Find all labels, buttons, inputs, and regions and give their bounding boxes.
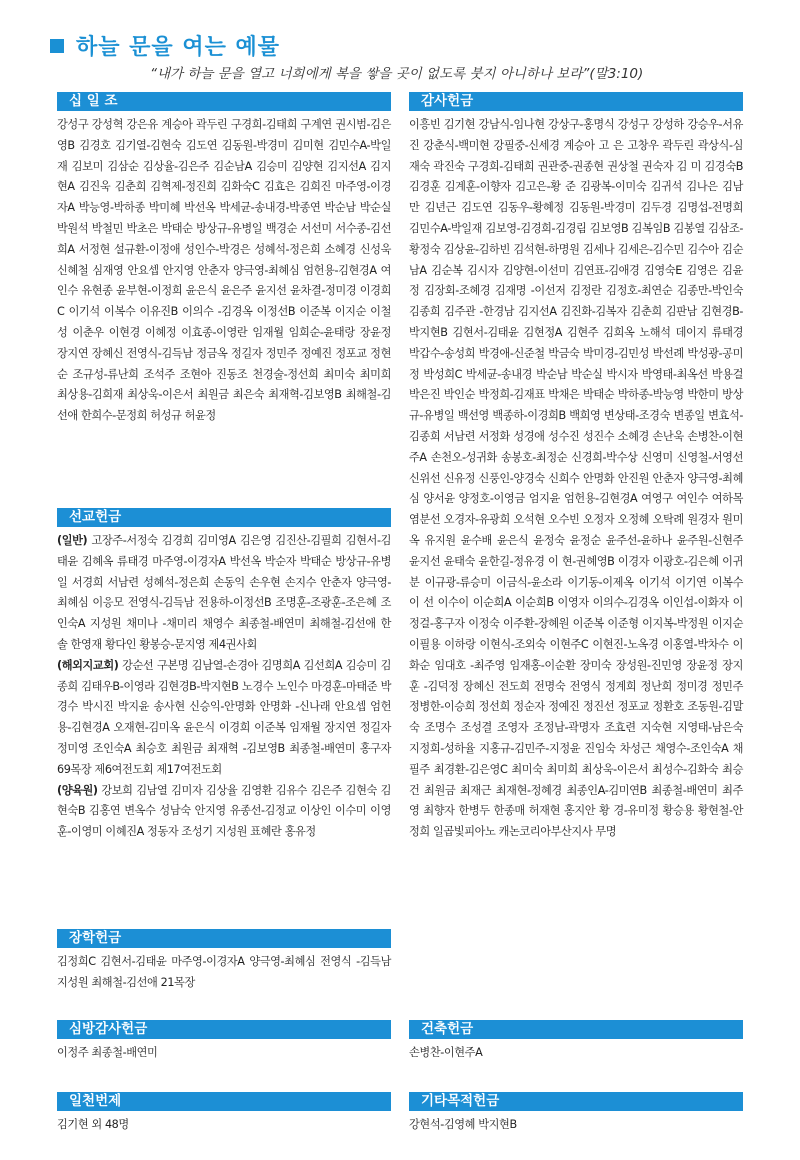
scholarship-body: 김정희C 김현서-김태윤 마주영-이경자A 양극영-최혜심 전영식 -김득남 지성원 최해철-김선애 21목장 (57, 955, 391, 989)
tithe-section (57, 92, 391, 427)
page-subtitle: “내가 하늘 문을 열고 너희에게 복을 쌓을 곳이 없도록 붓지 아니하나 보라”(말3:10) (150, 66, 644, 82)
first-body: 김기현 외 48명 (57, 1118, 129, 1131)
thanks-header: 감사헌금 (409, 92, 743, 111)
mission-group-general (57, 531, 391, 656)
mission-text-general: 고장주-서정숙 김경희 김미영A 김은영 김진산-김필희 김현서-김태윤 김혜옥 류태경 마주영-이경자A 박선옥 박순자 박태순 방상규-유병일 서경희 서남련 성혜석-정은희 손동익 손우현 손지수 안춘자 양극영-최혜심 이응모 전영식-김득남 전용하-이정선B 조명훈-조광훈-조은혜 조인숙A 지성원 채미나 -채미리 채영수 최종철-배연미 최해철-김선애 한 솔 한영재 황다인 황봉승-문지영 제4권사회 (57, 534, 391, 651)
building-body: 손병찬-이현주A (409, 1046, 483, 1059)
mission-tag-overseas: (해외지교회) (57, 658, 119, 672)
building-header: 건축헌금 (409, 1020, 743, 1039)
page-title: 하늘 문을 여는 예물 (76, 35, 280, 60)
title-square-icon (50, 39, 64, 53)
mission-text-overseas: 강순선 구본명 김남열-손경아 김명희A 김선희A 김승미 김종희 김태우B-이영라 김현경B-박지현B 노경수 노인수 마경훈-마태준 박경수 박시진 박지윤 송사현 신승익-안명화 안명화 -신나래 안요셉 엄헌용-김현경A 오재현-김미옥 윤은식 이경희 이준복 임재월 장지연 정길자 정미영 조인숙A 최승호 최원금 최재혁 -김보영B 최종철-배연미 홍구자 69목장 제6여전도회 제17여전도회 (57, 658, 391, 776)
mission-tag-nurture: (양육원) (57, 783, 98, 797)
other-section (409, 1092, 743, 1136)
mission-text-nurture: 강보희 김남열 김미자 김상율 김영환 김유수 김은주 김현숙 김현숙B 김홍연 변옥수 성남숙 안지영 유종선-김정교 이상인 이수미 이영훈-이영미 이혜진A 정동자 조성기 지성원 표혜란 홍유정 (57, 783, 391, 839)
other-body: 강현석-김영혜 박지현B (409, 1118, 517, 1131)
scholarship-header: 장학헌금 (57, 929, 391, 948)
scholarship-section (57, 929, 391, 994)
mission-header: 선교헌금 (57, 508, 391, 527)
tithe-body: 강성구 강성혁 강은유 계승아 곽두린 구경희-김태희 구계연 권시범-김은영B 김경호 김기열-김현숙 김도연 김동원-박경미 김미현 김민수A-박일재 김보미 김삼순 김상율-김은주 김순남A 김승미 김양현 김지선A 김지현A 김진욱 김춘희 김혁제-정진희 김화숙C 김효은 김희진 마주영-이경자A 박능영-박하종 박미혜 박선옥 박세균-송내경-박종연 박순남 박순실 박원석 박철민 박초은 박태순 방상규-유병일 백경순 서선미 서수종-김선희A 서정현 설규환-이정애 성인수-박경은 성혜석-정은희 소혜경 신성욱 신혜철 심재영 안요셉 안지영 안춘자 양극영-최혜심 엄헌용-김현경A 여인수 유현종 윤부현-이정희 윤은식 윤은주 윤지선 윤차결-정미경 이경희C 이기석 이복수 이유진B 이의수 -김경옥 이정선B 이준복 이지순 이철성 이춘우 이현경 이혜정 이효종-이영란 임재월 임희순-윤태랑 장윤정 장지연 장혜신 전영식-김득남 정금옥 정길자 정민주 정예진 정포교 정현순 조규성-류난희 조석주 조현아 진동조 천경술-정선희 최미숙 최미희 최상용-김희재 최상욱-이은서 최원금 최은숙 최재혁-김보영B 최해철-김선애 한희수-문정희 허성규 허윤정 (57, 118, 391, 423)
mission-group-nurture (57, 781, 391, 843)
first-section (57, 1092, 391, 1136)
mission-group-overseas (57, 656, 391, 781)
title-row (50, 30, 280, 61)
visitation-section (57, 1020, 391, 1064)
visitation-header: 심방감사헌금 (57, 1020, 391, 1039)
other-header: 기타목적헌금 (409, 1092, 743, 1111)
mission-body (57, 527, 391, 843)
mission-section (57, 508, 391, 843)
mission-tag-general: (일반) (57, 534, 88, 547)
thanks-section (409, 92, 743, 843)
first-header: 일천번제 (57, 1092, 391, 1111)
thanks-body: 이흥빈 김기현 강남식-임나현 강상구-홍명식 강성구 강성하 강승우-서유진 강춘식-백미현 강필중-신세경 계승아 고 은 고창우 곽두린 곽상식-심재숙 곽진숙 구경희-김태희 권관중-권종현 권상철 권숙자 김 미 김경숙B 김경훈 김계훈-이향자 김고은-황 준 김광복-이미숙 김귀석 김나은 김남만 김년근 김도연 김동우-황혜정 김동원-박경미 김두경 김명섭-전명희 김민수A-박일재 김보영-김경희-김경림 김보영B 김복임B 김봉열 김삼조-황정숙 김상윤-김하빈 김석현-하명원 김세나 김세은-김수민 김수아 김순남A 김순복 김시자 김양현-이선미 김연표-김애경 김영숙E 김영은 김윤정 김장회-조혜경 김재명 -이선저 김정란 김정호-최연순 김종만-박인숙 김종희 김주관 -한경남 김지선A 김진화-김복자 김춘희 김판남 김현경B-박지현B 김현서-김태윤 김현정A 김현주 김희옥 노해석 데이지 류태경 박갑수-송성희 박경애-신준철 박금숙 박미경-김민성 박선례 박성광-공미정 박성희C 박세균-송내경 박순남 박순실 박시자 박영태-최옥선 박용걸 박은진 박인순 박정희-김재표 박채은 박태순 박하종-박능영 박한미 방상규-유병일 백선영 백종하-이경희B 백희영 변상태-조경숙 변종일 변효석-김종희 서남련 서정화 성경애 성수진 성진수 소혜경 손난욱 손병찬-이현주A 손천오-성귀화 송봉호-최정순 신경희-박수상 신영미 신영철-서영선 신위선 신유정 신풍인-양경숙 신희수 안명화 안진원 안춘자 양극영-최혜심 양서윤 양정호-이영금 엄지윤 엄헌용-김현경A 여영구 여인수 여하목 염분선 오경자-유광희 오석현 오수빈 오정자 오정혜 오탁례 원경자 원미옥 유지원 윤수배 윤은식 윤정숙 윤정순 윤주선-윤하나 윤주원-신현주 윤지선 윤태숙 윤한길-정유경 이 현-권혜영B 이경자 이광호-김은혜 이귀분 이규광-류승미 이금식-윤소라 이기동-이제옥 이기석 이기연 이복수 이 선 이수이 이순희A 이순희B 이영자 이의수-김경옥 이인섭-이화자 이정걸-홍구자 이정숙 이주환-장혜원 이준복 이준형 이지복-박정원 이지순 이필용 이하랑 이현식-조외숙 이현주C 이현진-노옥경 이홍열-박차수 이화순 임대호 -최주영 임재홍-이순환 장미숙 장성원-진민영 장윤정 장지훈 -김덕정 장혜신 전도희 전명숙 전영식 정계희 정난희 정미경 정민주 정병한-이승희 정선희 정순자 정예진 정진선 정포교 정환호 조동원-김말숙 조명수 조성결 조영자 조정남-곽명자 조효련 지숙현 지영태-남은숙 지정희-성하율 지홍규-김민주-지정윤 진임숙 차성근 채영수-조인숙A 채필주 최경환-김은영C 최미숙 최미희 최상욱-이은서 최성수-김화숙 최승건 최원금 최재근 최재현-정혜경 최종인A-김미연B 최종철-배연미 최주영 최향자 한병두 한종매 허재현 홍지안 황 경-유미정 황승용 황현철-안정희 일곱빛피아노 캐논코리아부산지사 무명 (409, 118, 743, 839)
tithe-header: 십 일 조 (57, 92, 391, 111)
visitation-body: 이정주 최종철-배연미 (57, 1046, 158, 1059)
building-section (409, 1020, 743, 1064)
